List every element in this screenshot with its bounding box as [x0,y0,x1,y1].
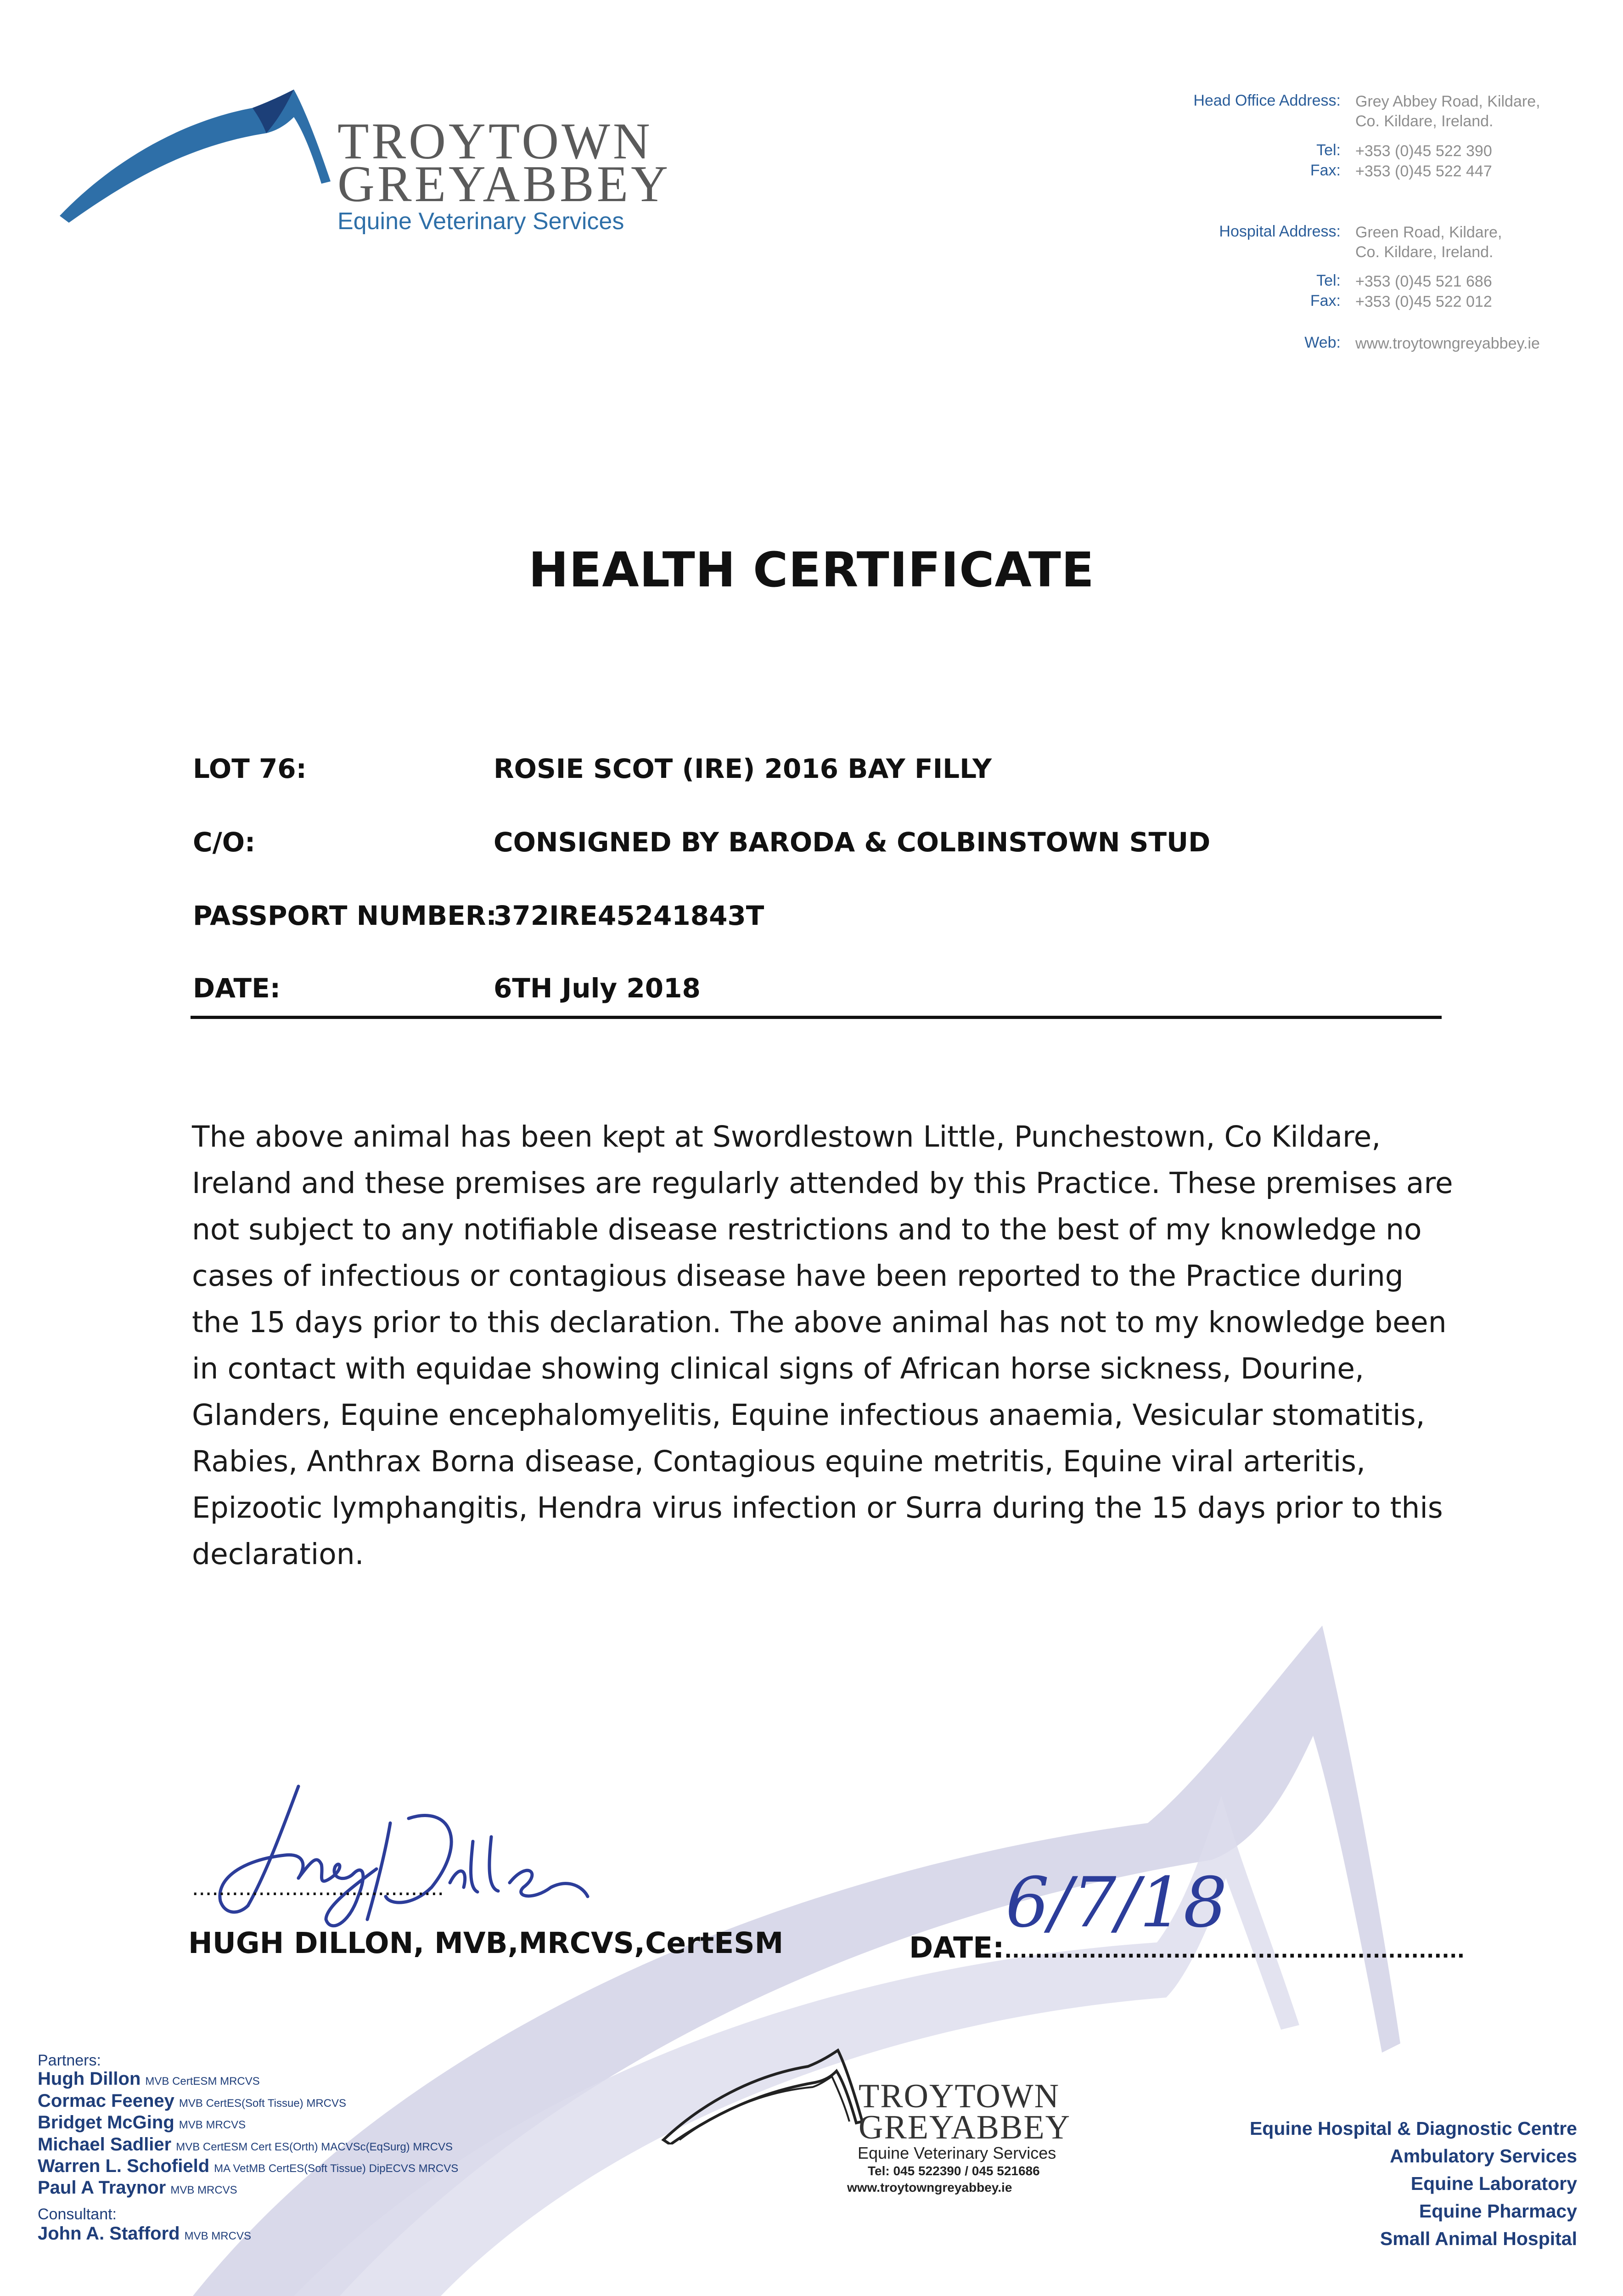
footer-logo-tagline: Equine Veterinary Services [858,2144,1056,2162]
head-office-fax-label: Fax: [1310,162,1341,179]
signatory-name: HUGH DILLON, MVB,MRCVS,CertESM [188,1926,784,1960]
declaration-text: The above animal has been kept at Swordlestown Little, Punchestown, Co Kildare, Ireland and these premises are regularly attended by this Practice. These premises are not subject to any notifiable disease restrictions and to the best of my knowledge no cases of infectious or contagious disease have been reported to the Practice during the 15 days prior to this declaration. The above animal has not to my knowledge been in contact with equidae showing clinical signs of African horse sickness, Dourine, Glanders, Equine encephalomyelitis, Equine infectious anaemia, Vesicular stomatitis, Rabies, Anthrax Borna disease, Contagious equine metritis, Equine viral arteritis, Epizootic lymphangitis, Hendra virus infection or Surra during the 15 days prior to this declaration. [192,1120,1453,1571]
head-office-tel-label: Tel: [1316,141,1341,159]
consultant-label: Consultant: [38,2206,117,2223]
logo-text-greyabbey: GREYABBEY [337,156,671,213]
passport-value: 372IRE45241843T [494,900,764,931]
lot-label: LOT 76: [193,753,307,784]
web-link[interactable]: www.troytowngreyabbey.ie [1355,335,1540,352]
hospital-line2: Co. Kildare, Ireland. [1355,243,1494,261]
service-item: Equine Laboratory [1410,2173,1577,2194]
signature-icon [193,1768,643,1938]
head-office-line1: Grey Abbey Road, Kildare, [1355,93,1540,110]
hospital-tel-label: Tel: [1316,272,1341,289]
handwritten-date-text: 6/7/18 [1005,1863,1227,1943]
page-title: HEALTH CERTIFICATE [528,542,1095,598]
partner-row [38,2112,246,2133]
signature-date-line: ............................................................ [1004,1939,1465,1963]
service-item: Ambulatory Services [1390,2145,1577,2167]
partner-name: Hugh Dillon [38,2069,141,2089]
lot-value: ROSIE SCOT (IRE) 2016 BAY FILLY [494,753,992,784]
partner-row [38,2069,260,2089]
head-office-label: Head Office Address: [1193,92,1341,109]
passport-label: PASSPORT NUMBER: [193,900,497,931]
partner-name: Bridget McGing [38,2112,174,2133]
hospital-fax: +353 (0)45 522 012 [1355,293,1492,310]
footer-logo-greyabbey: GREYABBEY [859,2109,1071,2146]
co-label: C/O: [193,827,256,858]
head-office-address [1355,92,1540,131]
partner-name: Cormac Feeney [38,2091,174,2111]
partner-row [38,2156,458,2177]
hospital-line1: Green Road, Kildare, [1355,224,1502,241]
partner-quals: MVB CertESM MRCVS [145,2075,260,2088]
partner-name: Warren L. Schofield [38,2156,210,2176]
hospital-address [1355,223,1502,262]
service-item: Small Animal Hospital [1380,2228,1577,2249]
service-item: Equine Hospital & Diagnostic Centre [1249,2118,1577,2139]
handwritten-date [1001,1846,1258,1947]
signature-date-label: DATE: [909,1931,1005,1964]
web-label: Web: [1304,334,1341,351]
hospital-fax-label: Fax: [1310,292,1341,310]
date-value: 6TH July 2018 [494,973,701,1004]
partner-row [38,2091,346,2111]
hospital-tel: +353 (0)45 521 686 [1355,273,1492,290]
partners-label: Partners: [38,2052,101,2069]
footer-web[interactable]: www.troytowngreyabbey.ie [847,2180,1012,2195]
logo-text-troytown: TROYTOWN [337,113,653,170]
partner-quals: MVB CertESM Cert ES(Orth) MACVSc(EqSurg) MRCVS [176,2141,453,2153]
partner-quals: MA VetMB CertES(Soft Tissue) DipECVS MRCVS [214,2162,459,2175]
partner-name: Paul A Traynor [38,2178,166,2198]
footer-logo-troytown: TROYTOWN [859,2077,1060,2115]
partner-row [38,2178,237,2198]
horse-logo-icon [55,90,331,223]
footer-horse-logo-icon [661,2048,863,2144]
consultant-name [38,2223,251,2244]
consultant-quals: MVB MRCVS [184,2230,251,2242]
partner-row [38,2134,453,2155]
divider [191,1016,1442,1019]
hospital-label: Hospital Address: [1219,223,1341,240]
head-office-tel: +353 (0)45 522 390 [1355,142,1492,160]
head-office-fax: +353 (0)45 522 447 [1355,163,1492,180]
partner-quals: MVB MRCVS [170,2184,237,2196]
head-office-line2: Co. Kildare, Ireland. [1355,112,1494,130]
signature-line: ...................................... [192,1874,444,1901]
partner-quals: MVB CertES(Soft Tissue) MRCVS [179,2097,346,2110]
co-value: CONSIGNED BY BARODA & COLBINSTOWN STUD [494,827,1211,858]
footer-tel: Tel: 045 522390 / 045 521686 [868,2164,1040,2178]
date-label: DATE: [193,973,281,1004]
partner-quals: MVB MRCVS [179,2119,246,2131]
consultant-name-text: John A. Stafford [38,2223,180,2244]
logo-tagline: Equine Veterinary Services [337,208,624,235]
partner-name: Michael Sadlier [38,2134,172,2155]
service-item: Equine Pharmacy [1419,2200,1577,2222]
